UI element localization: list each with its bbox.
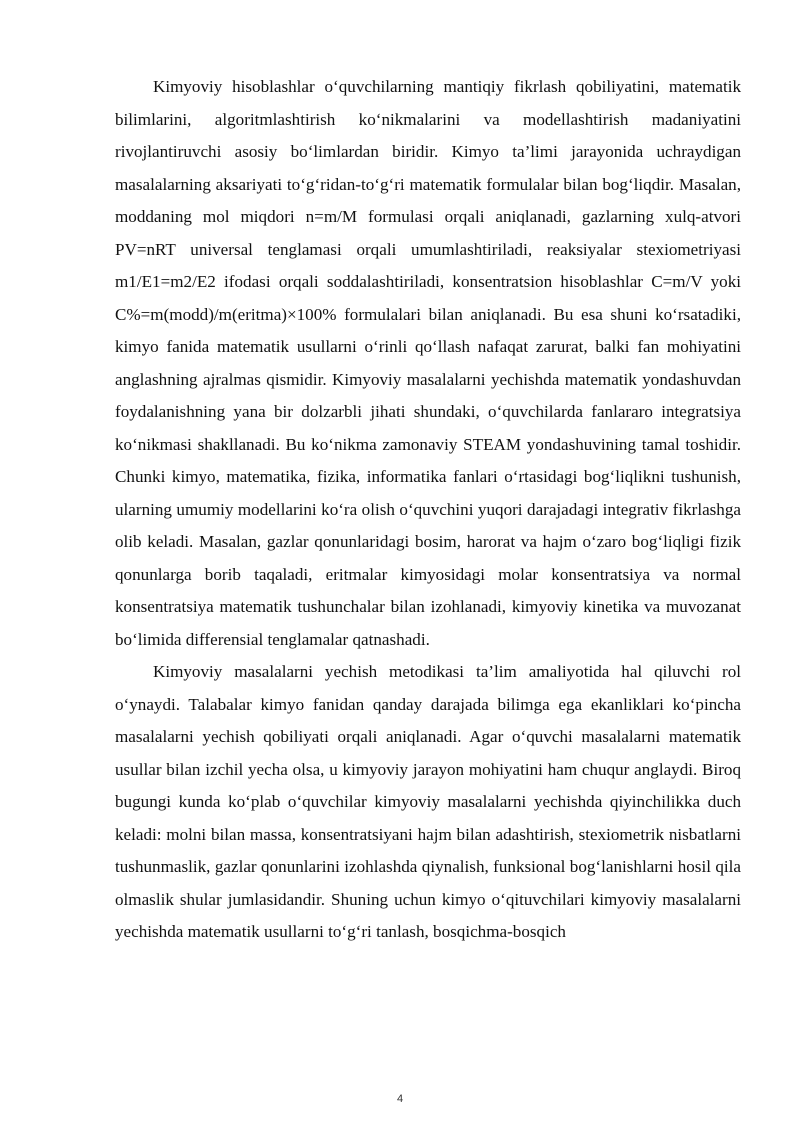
page-number: 4 bbox=[396, 1093, 404, 1105]
paragraph-1: Kimyoviy hisoblashlar o‘quvchilarning mantiqiy fikrlash qobiliyatini, matematik bilimlarini, algoritmlashtirish ko‘nikmalarini va modellashtirish madaniyatini rivojlantiruvchi asosiy bo‘limlardan biridir. Kimyo ta’limi jarayonida uchraydigan masalalarning aksariyati to‘g‘ridan-to‘g‘ri matematik formulalar bilan bog‘liqdir. Masalan, moddaning mol miqdori n=m/M formulasi orqali aniqlanadi, gazlarning xulq-atvori PV=nRT universal tenglamasi orqali umumlashtiriladi, reaksiyalar stexiometriyasi m1/E1=m2/E2 ifodasi orqali soddalashtiriladi, konsentratsion hisoblashlar C=m/V yoki C%=m(modd)/m(eritma)×100% formulalari bilan aniqlanadi. Bu esa shuni ko‘rsatadiki, kimyo fanida matematik usullarni o‘rinli qo‘llash nafaqat zarurat, balki fan mohiyatini anglashning ajralmas qismidir. Kimyoviy masalalarni yechishda matematik yondashuvdan foydalanishning yana bir dolzarbli jihati shundaki, o‘quvchilarda fanlararo integratsiya ko‘nikmasi shakllanadi. Bu ko‘nikma zamonaviy STEAM yondashuvining tamal toshidir. Chunki kimyo, matematika, fizika, informatika fanlari o‘rtasidagi bog‘liqlikni tushunish, ularning umumiy modellarini ko‘ra olish o‘quvchini yuqori darajadagi integrativ fikrlashga olib keladi. Masalan, gazlar qonunlaridagi bosim, harorat va hajm o‘zaro bog‘liqligi fizik qonunlarga borib taqaladi, eritmalar kimyosidagi molar konsentratsiya va normal konsentratsiya matematik tushunchalar bilan izohlanadi, kimyoviy kinetika va muvozanat bo‘limida differensial tenglamalar qatnashadi. bbox=[115, 77, 741, 649]
paragraph-2: Kimyoviy masalalarni yechish metodikasi ta’lim amaliyotida hal qiluvchi rol o‘ynaydi. Talabalar kimyo fanidan qanday darajada bilimga ega ekanliklari ko‘pincha masalalarni yechish qobiliyati orqali aniqlanadi. Agar o‘quvchi masalalarni matematik usullar bilan izchil yecha olsa, u kimyoviy jarayon mohiyatini ham chuqur anglaydi. Biroq bugungi kunda ko‘plab o‘quvchilar kimyoviy masalalarni yechishda qiyinchilikka duch keladi: molni bilan massa, konsentratsiyani hajm bilan adashtirish, stexiometrik nisbatlarni tushunmaslik, gazlar qonunlarini izohlashda qiynalish, funksional bog‘lanishlarni hosil qila olmaslik shular jumlasidandir. Shuning uchun kimyo o‘qituvchilari kimyoviy masalalarni yechishda matematik usullarni to‘g‘ri tanlash, bosqichma-bosqich bbox=[115, 662, 741, 941]
document-body bbox=[115, 71, 741, 949]
